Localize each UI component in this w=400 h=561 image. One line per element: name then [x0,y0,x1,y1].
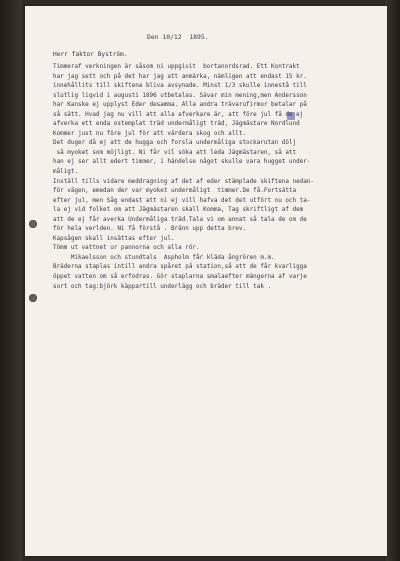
scan-edge-left [0,0,22,561]
punch-hole-top [29,220,37,228]
letter-date: Den 10/12 1895. [147,33,209,41]
letter-line: så sätt. Hvad jag nu vill att alla afverkare är, att före jul få de ej [53,110,304,118]
letter-salutation: Herr faktor Byström. [53,51,128,58]
letter-line: har Kanske ej upplyst Eder desamma. Alla andra trävarufirmor betalar på [53,101,307,109]
letter-line: la ej vid folket om att Jägmästaren skall Komma, Tag skriftligt af dem [53,206,304,214]
letter-line: att de ej får averka Undermåliga träd.Tala vi om annat så tala de om de [53,215,307,223]
punch-hole-bottom [29,294,37,302]
letter-line: Timmeraf verkningen är såsom ni uppgivit bortanordsrad. Ett Kontrakt [53,63,300,70]
letter-line: för hela verlden. Ni få förstå . Bränn upp detta brev. [53,225,247,233]
letter-line: måligt. [53,168,79,176]
scan-edge-right [386,0,400,561]
letter-line: efter jul, men Såg endast att ni ej vill hafva det det utfört nu och ta- [53,196,311,204]
letter-line: afverka ett enda ostemplat träd undermåligt träd, Jägmästare Nordlund [53,120,300,128]
letter-line: för vägen, emedan der var myoket undermåligt timmer.De få.Fortsätta [53,187,297,195]
letter-line: slutlig liqvid i augusti 1896 utbetalas. Sävar min mening,men Andersson [53,91,307,99]
letter-line: har jag sett och på det har jag att anmärka, nämligen att endast 15 kr. [53,72,307,80]
letter-line: Bräderna staplas intill andra spåret på station,så att de får kvarligga [53,263,307,271]
letter-line: Tömm ut vattnet ur pannorna och alla rör. [53,244,200,252]
letter-line: innehållits till skiftena bliva avsynade. Minst 1/3 skulle innestå till [53,82,307,90]
letter-line: Kommer just nu före jul för att värdera skog och allt. [53,129,247,137]
letter-line: öppet vatten om så erfodras. Gör staplarna smalaefter mängerna af varje [53,273,307,281]
letter-line: han ej ser allt edert timmer, i händelse något skulle vara hugget under- [53,158,311,166]
letter-line: Det duger då ej att de hugga och forsla undermåliga stockarutan dölj [53,139,297,147]
letter-line: Kapsågen skall insättas efter jul. [53,234,175,242]
letter-line: Inställ tills vidare meddragning af det af eder stämplade skiftena nedan- [53,177,314,185]
letter-line: så myoket som möjligt. Ni får vil söka att leda Jägmästaren, så att [53,148,297,156]
letter-line: sort och tag:björk käppartill underlägg och bräder till tak . [53,282,272,290]
letter-line: Mikaelsson och stundtals Aspholm får kläda ångrören m.m. [53,253,275,261]
letter-page [25,6,387,556]
letter-body [53,62,379,291]
